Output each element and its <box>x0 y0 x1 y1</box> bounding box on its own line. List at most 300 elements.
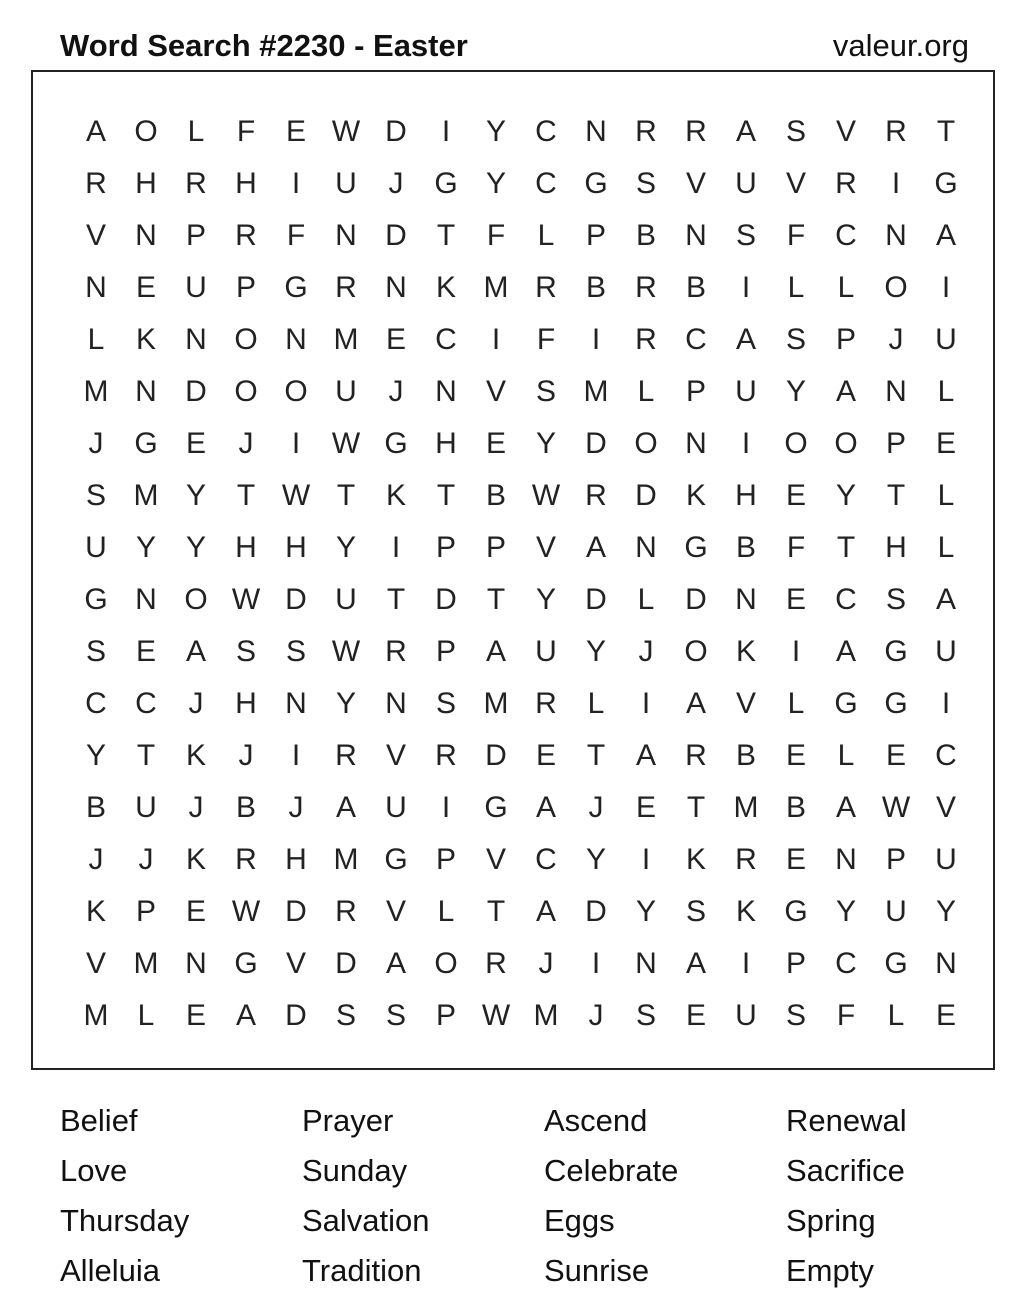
grid-letter[interactable]: K <box>685 479 706 512</box>
grid-letter[interactable]: I <box>291 739 301 772</box>
grid-letter[interactable]: T <box>336 479 356 512</box>
grid-letter[interactable]: J <box>188 687 204 720</box>
grid-letter[interactable]: T <box>436 479 456 512</box>
grid-letter[interactable]: K <box>185 843 206 876</box>
grid-letter[interactable]: V <box>735 687 756 720</box>
grid-letter[interactable]: F <box>236 115 256 148</box>
grid-letter[interactable]: R <box>335 271 357 304</box>
grid-letter[interactable]: P <box>435 531 456 564</box>
grid-letter[interactable]: Y <box>935 895 956 928</box>
grid-letter[interactable]: Y <box>835 479 856 512</box>
grid-letter[interactable]: N <box>135 375 157 408</box>
grid-letter[interactable]: J <box>238 739 254 772</box>
grid-letter[interactable]: R <box>535 687 557 720</box>
grid-letter[interactable]: S <box>785 323 806 356</box>
grid-letter[interactable]: C <box>535 843 557 876</box>
grid-letter[interactable]: R <box>235 843 257 876</box>
grid-letter[interactable]: B <box>485 479 506 512</box>
grid-letter[interactable]: T <box>486 895 506 928</box>
grid-letter[interactable]: D <box>285 583 307 616</box>
grid-letter[interactable]: M <box>483 271 509 304</box>
grid-letter[interactable]: U <box>335 167 357 200</box>
grid-letter[interactable]: N <box>585 115 607 148</box>
grid-letter[interactable]: C <box>435 323 457 356</box>
grid-letter[interactable]: N <box>185 323 207 356</box>
grid-letter[interactable]: S <box>885 583 906 616</box>
grid-letter[interactable]: L <box>87 323 105 356</box>
grid-letter[interactable]: I <box>791 635 801 668</box>
grid-letter[interactable]: P <box>135 895 156 928</box>
grid-letter[interactable]: A <box>685 947 706 980</box>
grid-letter[interactable]: L <box>637 375 655 408</box>
grid-letter[interactable]: U <box>735 999 757 1032</box>
grid-letter[interactable]: S <box>235 635 256 668</box>
grid-letter[interactable]: H <box>135 167 157 200</box>
grid-letter[interactable]: S <box>785 999 806 1032</box>
grid-letter[interactable]: A <box>735 115 756 148</box>
grid-letter[interactable]: U <box>185 271 207 304</box>
grid-letter[interactable]: C <box>835 583 857 616</box>
grid-letter[interactable]: U <box>85 531 107 564</box>
grid-letter[interactable]: F <box>786 531 806 564</box>
grid-letter[interactable]: D <box>635 479 657 512</box>
grid-letter[interactable]: M <box>83 999 109 1032</box>
grid-letter[interactable]: I <box>491 323 501 356</box>
grid-letter[interactable]: U <box>735 167 757 200</box>
grid-letter[interactable]: I <box>891 167 901 200</box>
grid-letter[interactable]: N <box>185 947 207 980</box>
grid-letter[interactable]: G <box>384 843 408 876</box>
grid-letter[interactable]: B <box>85 791 106 824</box>
grid-letter[interactable]: A <box>85 115 106 148</box>
grid-letter[interactable]: D <box>285 999 307 1032</box>
grid-letter[interactable]: O <box>234 323 258 356</box>
grid-letter[interactable]: C <box>835 947 857 980</box>
grid-letter[interactable]: L <box>837 271 855 304</box>
grid-letter[interactable]: N <box>385 271 407 304</box>
grid-letter[interactable]: A <box>835 375 856 408</box>
grid-letter[interactable]: K <box>735 895 756 928</box>
grid-letter[interactable]: E <box>785 479 806 512</box>
grid-letter[interactable]: Y <box>85 739 106 772</box>
grid-letter[interactable]: E <box>285 115 306 148</box>
grid-letter[interactable]: E <box>135 271 156 304</box>
grid-letter[interactable]: R <box>835 167 857 200</box>
grid-letter[interactable]: R <box>735 843 757 876</box>
grid-letter[interactable]: P <box>485 531 506 564</box>
grid-letter[interactable]: W <box>331 115 361 148</box>
grid-letter[interactable]: T <box>236 479 256 512</box>
grid-letter[interactable]: A <box>335 791 356 824</box>
grid-letter[interactable]: I <box>741 271 751 304</box>
grid-letter[interactable]: A <box>635 739 656 772</box>
grid-letter[interactable]: Y <box>335 687 356 720</box>
grid-letter[interactable]: G <box>934 167 958 200</box>
grid-letter[interactable]: M <box>533 999 559 1032</box>
grid-letter[interactable]: K <box>685 843 706 876</box>
grid-letter[interactable]: O <box>284 375 308 408</box>
grid-letter[interactable]: R <box>185 167 207 200</box>
grid-letter[interactable]: D <box>585 583 607 616</box>
grid-letter[interactable]: R <box>535 271 557 304</box>
grid-letter[interactable]: I <box>441 791 451 824</box>
grid-letter[interactable]: W <box>331 635 361 668</box>
grid-letter[interactable]: V <box>685 167 706 200</box>
grid-letter[interactable]: W <box>281 479 311 512</box>
grid-letter[interactable]: W <box>481 999 511 1032</box>
grid-letter[interactable]: H <box>435 427 457 460</box>
grid-letter[interactable]: N <box>685 427 707 460</box>
grid-letter[interactable]: F <box>486 219 506 252</box>
grid-letter[interactable]: R <box>435 739 457 772</box>
grid-letter[interactable]: T <box>136 739 156 772</box>
grid-letter[interactable]: D <box>485 739 507 772</box>
grid-letter[interactable]: C <box>135 687 157 720</box>
grid-letter[interactable]: T <box>436 219 456 252</box>
grid-letter[interactable]: I <box>641 687 651 720</box>
grid-letter[interactable]: A <box>935 583 956 616</box>
grid-letter[interactable]: L <box>837 739 855 772</box>
grid-letter[interactable]: J <box>388 375 404 408</box>
grid-letter[interactable]: H <box>235 531 257 564</box>
grid-letter[interactable]: E <box>185 999 206 1032</box>
grid-letter[interactable]: A <box>585 531 606 564</box>
grid-letter[interactable]: Y <box>485 115 506 148</box>
grid-letter[interactable]: P <box>585 219 606 252</box>
grid-letter[interactable]: J <box>538 947 554 980</box>
grid-letter[interactable]: N <box>435 375 457 408</box>
grid-letter[interactable]: I <box>641 843 651 876</box>
grid-letter[interactable]: P <box>835 323 856 356</box>
grid-letter[interactable]: S <box>285 635 306 668</box>
grid-letter[interactable]: N <box>385 687 407 720</box>
grid-letter[interactable]: I <box>591 323 601 356</box>
grid-letter[interactable]: R <box>585 479 607 512</box>
grid-letter[interactable]: E <box>785 843 806 876</box>
grid-letter[interactable]: F <box>836 999 856 1032</box>
grid-letter[interactable]: C <box>935 739 957 772</box>
grid-letter[interactable]: B <box>785 791 806 824</box>
grid-letter[interactable]: P <box>785 947 806 980</box>
grid-letter[interactable]: R <box>335 739 357 772</box>
grid-letter[interactable]: M <box>333 843 359 876</box>
grid-letter[interactable]: E <box>935 427 956 460</box>
grid-letter[interactable]: D <box>335 947 357 980</box>
grid-letter[interactable]: W <box>531 479 561 512</box>
grid-letter[interactable]: M <box>133 947 159 980</box>
grid-letter[interactable]: G <box>234 947 258 980</box>
grid-letter[interactable]: I <box>291 427 301 460</box>
grid-letter[interactable]: P <box>435 843 456 876</box>
grid-letter[interactable]: I <box>441 115 451 148</box>
grid-letter[interactable]: B <box>735 531 756 564</box>
grid-letter[interactable]: D <box>685 583 707 616</box>
grid-letter[interactable]: N <box>135 583 157 616</box>
grid-letter[interactable]: R <box>85 167 107 200</box>
grid-letter[interactable]: J <box>288 791 304 824</box>
grid-letter[interactable]: M <box>133 479 159 512</box>
grid-letter[interactable]: S <box>435 687 456 720</box>
grid-letter[interactable]: I <box>941 687 951 720</box>
grid-letter[interactable]: O <box>134 115 158 148</box>
grid-letter[interactable]: G <box>884 635 908 668</box>
grid-letter[interactable]: O <box>234 375 258 408</box>
grid-letter[interactable]: J <box>638 635 654 668</box>
grid-letter[interactable]: T <box>886 479 906 512</box>
grid-letter[interactable]: P <box>885 843 906 876</box>
grid-letter[interactable]: N <box>935 947 957 980</box>
grid-letter[interactable]: R <box>685 739 707 772</box>
grid-letter[interactable]: J <box>588 999 604 1032</box>
grid-letter[interactable]: L <box>537 219 555 252</box>
grid-letter[interactable]: T <box>586 739 606 772</box>
grid-letter[interactable]: U <box>935 843 957 876</box>
grid-letter[interactable]: B <box>235 791 256 824</box>
grid-letter[interactable]: Y <box>535 427 556 460</box>
grid-letter[interactable]: Y <box>185 531 206 564</box>
grid-letter[interactable]: R <box>635 115 657 148</box>
grid-letter[interactable]: W <box>881 791 911 824</box>
grid-letter[interactable]: J <box>238 427 254 460</box>
grid-letter[interactable]: K <box>135 323 156 356</box>
grid-letter[interactable]: N <box>285 687 307 720</box>
grid-letter[interactable]: Y <box>835 895 856 928</box>
grid-letter[interactable]: M <box>583 375 609 408</box>
grid-letter[interactable]: A <box>735 323 756 356</box>
grid-letter[interactable]: U <box>335 375 357 408</box>
grid-letter[interactable]: O <box>834 427 858 460</box>
grid-letter[interactable]: D <box>435 583 457 616</box>
grid-letter[interactable]: T <box>386 583 406 616</box>
grid-letter[interactable]: F <box>286 219 306 252</box>
grid-letter[interactable]: J <box>88 843 104 876</box>
grid-letter[interactable]: U <box>385 791 407 824</box>
grid-letter[interactable]: A <box>385 947 406 980</box>
grid-letter[interactable]: W <box>231 895 261 928</box>
grid-letter[interactable]: L <box>937 375 955 408</box>
grid-letter[interactable]: I <box>741 427 751 460</box>
grid-letter[interactable]: U <box>335 583 357 616</box>
grid-letter[interactable]: L <box>887 999 905 1032</box>
grid-letter[interactable]: E <box>535 739 556 772</box>
grid-letter[interactable]: E <box>185 427 206 460</box>
grid-letter[interactable]: G <box>884 947 908 980</box>
grid-letter[interactable]: H <box>285 843 307 876</box>
grid-letter[interactable]: K <box>435 271 456 304</box>
grid-letter[interactable]: G <box>434 167 458 200</box>
grid-letter[interactable]: V <box>385 895 406 928</box>
grid-letter[interactable]: J <box>88 427 104 460</box>
grid-letter[interactable]: K <box>385 479 406 512</box>
grid-letter[interactable]: N <box>635 947 657 980</box>
grid-letter[interactable]: J <box>138 843 154 876</box>
grid-letter[interactable]: E <box>685 999 706 1032</box>
grid-letter[interactable]: A <box>485 635 506 668</box>
grid-letter[interactable]: V <box>535 531 556 564</box>
grid-letter[interactable]: I <box>291 167 301 200</box>
grid-letter[interactable]: H <box>285 531 307 564</box>
grid-letter[interactable]: M <box>733 791 759 824</box>
grid-letter[interactable]: S <box>635 999 656 1032</box>
grid-letter[interactable]: A <box>535 791 556 824</box>
grid-letter[interactable]: T <box>836 531 856 564</box>
grid-letter[interactable]: G <box>384 427 408 460</box>
grid-letter[interactable]: I <box>591 947 601 980</box>
grid-letter[interactable]: V <box>835 115 856 148</box>
grid-letter[interactable]: L <box>637 583 655 616</box>
grid-letter[interactable]: C <box>835 219 857 252</box>
grid-letter[interactable]: P <box>885 427 906 460</box>
grid-letter[interactable]: E <box>485 427 506 460</box>
grid-letter[interactable]: G <box>584 167 608 200</box>
grid-letter[interactable]: V <box>385 739 406 772</box>
grid-letter[interactable]: Y <box>335 531 356 564</box>
grid-letter[interactable]: S <box>335 999 356 1032</box>
grid-letter[interactable]: C <box>685 323 707 356</box>
grid-letter[interactable]: T <box>936 115 956 148</box>
grid-letter[interactable]: R <box>635 271 657 304</box>
grid-letter[interactable]: G <box>284 271 308 304</box>
grid-letter[interactable]: I <box>391 531 401 564</box>
grid-letter[interactable]: J <box>188 791 204 824</box>
grid-letter[interactable]: E <box>385 323 406 356</box>
grid-letter[interactable]: G <box>134 427 158 460</box>
grid-letter[interactable]: L <box>937 531 955 564</box>
grid-letter[interactable]: R <box>335 895 357 928</box>
grid-letter[interactable]: U <box>735 375 757 408</box>
grid-letter[interactable]: A <box>835 635 856 668</box>
grid-letter[interactable]: R <box>635 323 657 356</box>
grid-letter[interactable]: B <box>585 271 606 304</box>
grid-letter[interactable]: C <box>85 687 107 720</box>
grid-letter[interactable]: E <box>185 895 206 928</box>
grid-letter[interactable]: A <box>535 895 556 928</box>
grid-letter[interactable]: U <box>535 635 557 668</box>
grid-letter[interactable]: O <box>884 271 908 304</box>
grid-letter[interactable]: H <box>235 167 257 200</box>
grid-letter[interactable]: P <box>185 219 206 252</box>
grid-letter[interactable]: O <box>684 635 708 668</box>
grid-letter[interactable]: U <box>135 791 157 824</box>
grid-letter[interactable]: R <box>485 947 507 980</box>
grid-letter[interactable]: W <box>231 583 261 616</box>
grid-letter[interactable]: V <box>85 219 106 252</box>
grid-letter[interactable]: W <box>331 427 361 460</box>
grid-letter[interactable]: V <box>785 167 806 200</box>
grid-letter[interactable]: Y <box>785 375 806 408</box>
grid-letter[interactable]: Y <box>485 167 506 200</box>
grid-letter[interactable]: U <box>935 635 957 668</box>
grid-letter[interactable]: L <box>937 479 955 512</box>
grid-letter[interactable]: R <box>685 115 707 148</box>
grid-letter[interactable]: H <box>735 479 757 512</box>
grid-letter[interactable]: U <box>885 895 907 928</box>
grid-letter[interactable]: T <box>686 791 706 824</box>
grid-letter[interactable]: A <box>185 635 206 668</box>
grid-letter[interactable]: V <box>285 947 306 980</box>
grid-letter[interactable]: I <box>741 947 751 980</box>
grid-letter[interactable]: J <box>588 791 604 824</box>
grid-letter[interactable]: N <box>85 271 107 304</box>
grid-letter[interactable]: V <box>485 375 506 408</box>
grid-letter[interactable]: U <box>935 323 957 356</box>
grid-letter[interactable]: O <box>784 427 808 460</box>
grid-letter[interactable]: V <box>85 947 106 980</box>
grid-letter[interactable]: Y <box>135 531 156 564</box>
grid-letter[interactable]: B <box>635 219 656 252</box>
grid-letter[interactable]: N <box>335 219 357 252</box>
grid-letter[interactable]: L <box>787 687 805 720</box>
grid-letter[interactable]: S <box>785 115 806 148</box>
grid-letter[interactable]: N <box>735 583 757 616</box>
grid-letter[interactable]: S <box>535 375 556 408</box>
grid-letter[interactable]: L <box>787 271 805 304</box>
grid-letter[interactable]: G <box>484 791 508 824</box>
grid-letter[interactable]: B <box>735 739 756 772</box>
grid-letter[interactable]: E <box>785 739 806 772</box>
grid-letter[interactable]: M <box>83 375 109 408</box>
grid-letter[interactable]: F <box>786 219 806 252</box>
grid-letter[interactable]: S <box>385 999 406 1032</box>
grid-letter[interactable]: H <box>235 687 257 720</box>
grid-letter[interactable]: N <box>885 219 907 252</box>
grid-letter[interactable]: M <box>483 687 509 720</box>
grid-letter[interactable]: H <box>885 531 907 564</box>
grid-letter[interactable]: O <box>634 427 658 460</box>
grid-letter[interactable]: D <box>385 115 407 148</box>
grid-letter[interactable]: D <box>385 219 407 252</box>
grid-letter[interactable]: O <box>434 947 458 980</box>
grid-letter[interactable]: Y <box>585 843 606 876</box>
grid-letter[interactable]: G <box>84 583 108 616</box>
grid-letter[interactable]: P <box>235 271 256 304</box>
grid-letter[interactable]: Y <box>535 583 556 616</box>
grid-letter[interactable]: B <box>685 271 706 304</box>
grid-letter[interactable]: D <box>285 895 307 928</box>
grid-letter[interactable]: N <box>285 323 307 356</box>
grid-letter[interactable]: K <box>85 895 106 928</box>
grid-letter[interactable]: E <box>635 791 656 824</box>
grid-letter[interactable]: G <box>834 687 858 720</box>
grid-letter[interactable]: E <box>885 739 906 772</box>
grid-letter[interactable]: O <box>184 583 208 616</box>
grid-letter[interactable]: M <box>333 323 359 356</box>
grid-letter[interactable]: E <box>935 999 956 1032</box>
grid-letter[interactable]: Y <box>185 479 206 512</box>
grid-letter[interactable]: N <box>835 843 857 876</box>
grid-letter[interactable]: T <box>486 583 506 616</box>
grid-letter[interactable]: D <box>585 427 607 460</box>
grid-letter[interactable]: S <box>735 219 756 252</box>
grid-letter[interactable]: S <box>635 167 656 200</box>
grid-letter[interactable]: E <box>785 583 806 616</box>
grid-letter[interactable]: L <box>437 895 455 928</box>
grid-letter[interactable]: Y <box>585 635 606 668</box>
grid-letter[interactable]: V <box>935 791 956 824</box>
grid-letter[interactable]: A <box>935 219 956 252</box>
grid-letter[interactable]: A <box>235 999 256 1032</box>
grid-letter[interactable]: J <box>388 167 404 200</box>
grid-letter[interactable]: N <box>135 219 157 252</box>
grid-letter[interactable]: R <box>235 219 257 252</box>
grid-letter[interactable]: G <box>684 531 708 564</box>
grid-letter[interactable]: L <box>137 999 155 1032</box>
grid-letter[interactable]: C <box>535 115 557 148</box>
grid-letter[interactable]: N <box>635 531 657 564</box>
grid-letter[interactable]: N <box>685 219 707 252</box>
grid-letter[interactable]: V <box>485 843 506 876</box>
grid-letter[interactable]: R <box>385 635 407 668</box>
